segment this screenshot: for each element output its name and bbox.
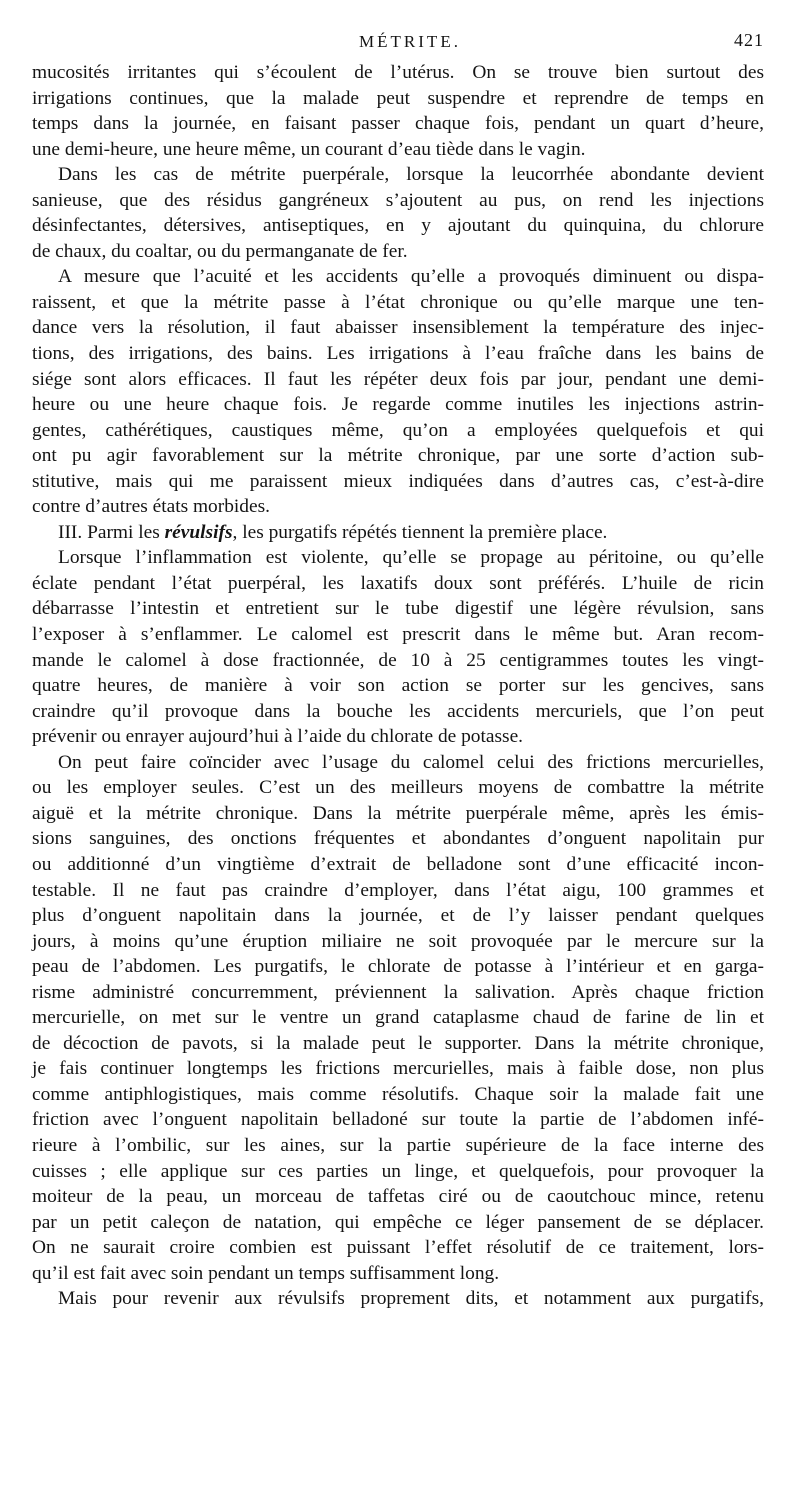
text-line: temps dans la journée, en faisant passer chaque fois, pendant un quart d’heure,	[32, 113, 764, 135]
page-number: 421	[734, 30, 764, 50]
text-line: friction avec l’onguent napolitain belladoné sur toute la partie de l’abdomen infé-	[32, 1109, 764, 1131]
text-line: contre d’autres états morbides.	[32, 496, 270, 518]
text-line: sanieuse, que des résidus gangréneux s’ajoutent au pus, on rend les injections	[32, 189, 764, 211]
text-line: rieure à l’ombilic, sur les aines, sur la partie supérieure de la face interne des	[32, 1134, 764, 1156]
text-line: Dans les cas de métrite puerpérale, lorsque la leucorrhée abondante devient	[58, 164, 764, 186]
paragraph	[32, 545, 764, 749]
text-line: irrigations continues, que la malade peut suspendre et reprendre de temps en	[32, 87, 764, 109]
paragraph	[32, 520, 764, 546]
paragraph	[32, 60, 764, 162]
text-line: heure ou une heure chaque fois. Je regarde comme inutiles les injections astrin-	[32, 394, 764, 416]
text-line: de décoction de pavots, si la malade peut le supporter. Dans la métrite chronique,	[32, 1032, 764, 1054]
paragraph	[32, 162, 764, 264]
text-line: ont pu agir favorablement sur la métrite chronique, par une sorte d’action sub-	[32, 445, 764, 467]
text-line: moiteur de la peau, un morceau de taffetas ciré ou de caoutchouc mince, retenu	[32, 1186, 764, 1208]
text-line: débarrasse l’intestin et entretient sur le tube digestif une légère révulsion, sans	[32, 598, 764, 620]
paragraph	[32, 264, 764, 519]
text-line: de chaux, du coaltar, ou du permanganate de fer.	[32, 240, 408, 262]
text-line: Lorsque l’inflammation est violente, qu’elle se propage au péritoine, ou qu’elle	[58, 547, 764, 569]
emphasized-term: révulsifs	[164, 521, 233, 543]
text-line: craindre qu’il provoque dans la bouche les accidents mercuriels, que l’on peut	[32, 700, 764, 722]
text-line: tions, des irrigations, des bains. Les irrigations à l’eau fraîche dans les bains de	[32, 343, 764, 365]
book-page	[32, 22, 764, 1312]
text-line: par un petit caleçon de natation, qui empêche ce léger pansement de se déplacer.	[32, 1211, 764, 1233]
text-line: ou additionné d’un vingtième d’extrait de belladone sont d’une efficacité incon-	[32, 853, 764, 875]
text-line: l’exposer à s’enflammer. Le calomel est prescrit dans le même but. Aran recom-	[32, 624, 764, 646]
paragraph	[32, 1286, 764, 1312]
text-line: qu’il est fait avec soin pendant un temps suffisamment long.	[32, 1262, 500, 1284]
running-title: MÉTRITE.	[359, 32, 461, 51]
text-line: cuisses ; elle applique sur ces parties un linge, et quelquefois, pour provoquer la	[32, 1160, 764, 1182]
text-line: mucosités irritantes qui s’écoulent de l’utérus. On se trouve bien surtout des	[32, 62, 764, 83]
text-line: stitutive, mais qui me paraissent mieux indiquées dans d’autres cas, c’est-à-dire	[32, 470, 764, 492]
text-line: Mais pour revenir aux révulsifs proprement dits, et notamment aux purgatifs,	[58, 1288, 764, 1310]
running-header	[32, 22, 764, 60]
text-line: A mesure que l’acuité et les accidents qu’elle a provoqués diminuent ou dispa-	[58, 266, 764, 288]
text-line: On peut faire coïncider avec l’usage du calomel celui des frictions mercurielles,	[58, 751, 764, 773]
text-line: une demi-heure, une heure même, un courant d’eau tiède dans le vagin.	[32, 138, 586, 160]
text-line: risme administré concurremment, préviennent la salivation. Après chaque friction	[32, 981, 764, 1003]
paragraph	[32, 750, 764, 1286]
text-line: On ne saurait croire combien est puissant l’effet résolutif de ce traitement, lors-	[32, 1237, 764, 1259]
text-line: mercurielle, on met sur le ventre un grand cataplasme chaud de farine de lin et	[32, 1007, 764, 1029]
text-line: je fais continuer longtemps les frictions mercurielles, mais à faible dose, non plus	[32, 1058, 764, 1080]
text-line	[32, 520, 764, 546]
body-text	[32, 60, 764, 1312]
text-line: quatre heures, de manière à voir son action se porter sur les gencives, sans	[32, 675, 764, 697]
text-line: sions sanguines, des onctions fréquentes et abondantes d’onguent napolitain pur	[32, 828, 764, 850]
text-run: III. Parmi les	[58, 521, 165, 543]
text-line: siége sont alors efficaces. Il faut les répéter deux fois par jour, pendant une demi-	[32, 368, 764, 390]
text-run: , les purgatifs répétés tiennent la première place.	[232, 521, 608, 543]
text-line: comme antiphlogistiques, mais comme résolutifs. Chaque soir la malade fait une	[32, 1083, 764, 1105]
text-line: aiguë et la métrite chronique. Dans la métrite puerpérale même, après les émis-	[32, 802, 764, 824]
text-line: désinfectantes, détersives, antiseptiques, en y ajoutant du quinquina, du chlorure	[32, 215, 764, 237]
text-line: prévenir ou enrayer aujourd’hui à l’aide du chlorate de potasse.	[32, 726, 524, 748]
text-line: dance vers la résolution, il faut abaisser insensiblement la température des injec-	[32, 317, 764, 339]
text-line: plus d’onguent napolitain dans la journée, et de l’y laisser pendant quelques	[32, 905, 764, 927]
text-line: raissent, et que la métrite passe à l’état chronique ou qu’elle marque une ten-	[32, 291, 764, 313]
text-line: testable. Il ne faut pas craindre d’employer, dans l’état aigu, 100 grammes et	[32, 879, 764, 901]
text-line: éclate pendant l’état puerpéral, les laxatifs doux sont préférés. L’huile de ricin	[32, 572, 764, 594]
text-line: ou les employer seules. C’est un des meilleurs moyens de combattre la métrite	[32, 777, 764, 799]
text-line: gentes, cathérétiques, caustiques même, qu’on a employées quelquefois et qui	[32, 419, 764, 441]
text-line: peau de l’abdomen. Les purgatifs, le chlorate de potasse à l’intérieur et en garga-	[32, 956, 764, 978]
text-line: mande le calomel à dose fractionnée, de 10 à 25 centigrammes toutes les vingt-	[32, 649, 764, 671]
text-line: jours, à moins qu’une éruption miliaire ne soit provoquée par le mercure sur la	[32, 930, 764, 952]
